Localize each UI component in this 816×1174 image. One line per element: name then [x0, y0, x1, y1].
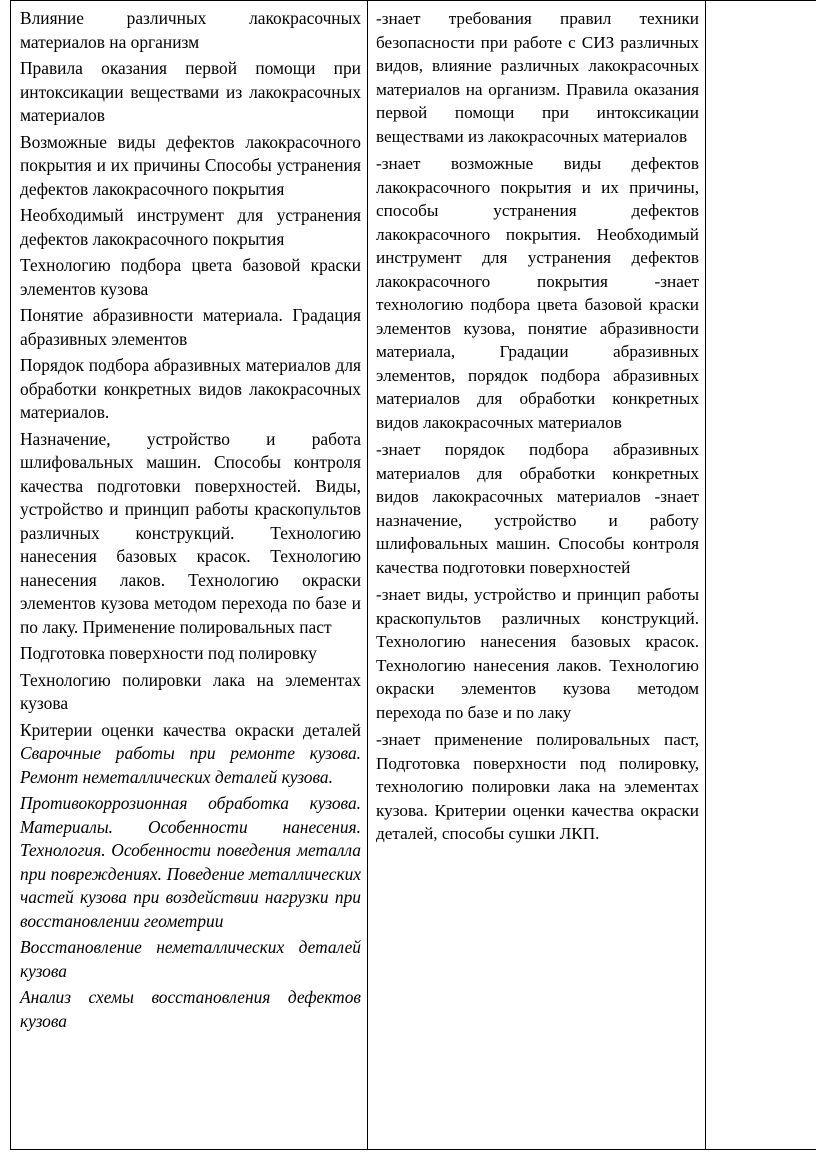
topic-paragraph: Технологию полировки лака на элементах кузова: [20, 669, 361, 713]
topic-paragraph: Понятие абразивности материала. Градация абразивных элементов: [20, 305, 361, 349]
topics-cell: [11, 1, 368, 1150]
topic-paragraph: Назначение, устройство и работа шлифовальных машин. Способы контроля качества подготовки поверхностей. Виды, устройство и принцип работы краскопультов различных конструкций. Технологию нанесения базовых красок. Технологию нанесения лаков. Технологию окраски элементов кузова методом перехода по базе и по лаку. Применение полировальных паст: [20, 428, 361, 637]
knowledge-paragraph: -знает виды, устройство и принцип работы краскопультов различных конструкций. Технологию нанесения базовых красок. Технологию нанесения лаков. Технологию окраски элементов кузова методом перехода по базе и по лаку: [376, 585, 699, 722]
topic-text: Критерии оценки качества окраски деталей: [20, 719, 361, 740]
knowledge-cell: [368, 1, 706, 1150]
knowledge-paragraph: -знает применение полировальных паст, Подготовка поверхности под полировку, технологию полировки лака на элементах кузова. Критерии оценки качества окраски деталей, способы сушки ЛКП.: [376, 730, 699, 843]
topic-paragraph-mixed: [20, 719, 361, 790]
topic-paragraph: Влияние различных лакокрасочных материалов на организм: [20, 8, 361, 52]
topic-text-italic: Сварочные работы при ремонте кузова. Ремонт неметаллических деталей кузова.: [20, 743, 361, 787]
topic-paragraph: Необходимый инструмент для устранения дефектов лакокрасочного покрытия: [20, 205, 361, 249]
topic-paragraph-italic: Противокоррозионная обработка кузова. Материалы. Особенности нанесения. Технология. Особенности поведения металла при повреждениях. Поведение металлических частей кузова при воздействии нагрузки при восстановлении геометрии: [20, 793, 361, 931]
topic-paragraph: Правила оказания первой помощи при интоксикации веществами из лакокрасочных материалов: [20, 58, 361, 125]
topic-paragraph: Подготовка поверхности под полировку: [20, 643, 317, 663]
content-table: [10, 0, 816, 1150]
topic-paragraph: Технологию подбора цвета базовой краски элементов кузова: [20, 255, 361, 299]
topic-paragraph-italic: Анализ схемы восстановления дефектов кузова: [20, 987, 361, 1031]
empty-cell: [706, 1, 816, 1150]
topic-paragraph: Возможные виды дефектов лакокрасочного покрытия и их причины Способы устранения дефектов лакокрасочного покрытия: [20, 131, 361, 199]
topic-paragraph-italic: Восстановление неметаллических деталей кузова: [20, 937, 361, 981]
knowledge-paragraph: -знает порядок подбора абразивных материалов для обработки конкретных видов лакокрасочных материалов -знает назначение, устройство и работу шлифовальных машин. Способы контроля качества подготовки поверхностей: [376, 440, 699, 577]
topic-paragraph: Порядок подбора абразивных материалов для обработки конкретных видов лакокрасочных материалов.: [20, 355, 361, 422]
table-row: [11, 1, 816, 1150]
knowledge-paragraph: -знает требования правил техники безопасности при работе с СИЗ различных видов, влияние различных лакокрасочных материалов на организм. Правила оказания первой помощи при интоксикации веществами из лакокрасочных материалов: [376, 9, 699, 146]
knowledge-paragraph: -знает возможные виды дефектов лакокрасочного покрытия и их причины, способы устранения дефектов лакокрасочного покрытия. Необходимый инструмент для устранения дефектов лакокрасочного покрытия -знает технологию подбора цвета базовой краски элементов кузова, понятие абразивности материала, Градации абразивных элементов, порядок подбора абразивных материалов для обработки конкретных видов лакокрасочных материалов: [376, 154, 699, 432]
